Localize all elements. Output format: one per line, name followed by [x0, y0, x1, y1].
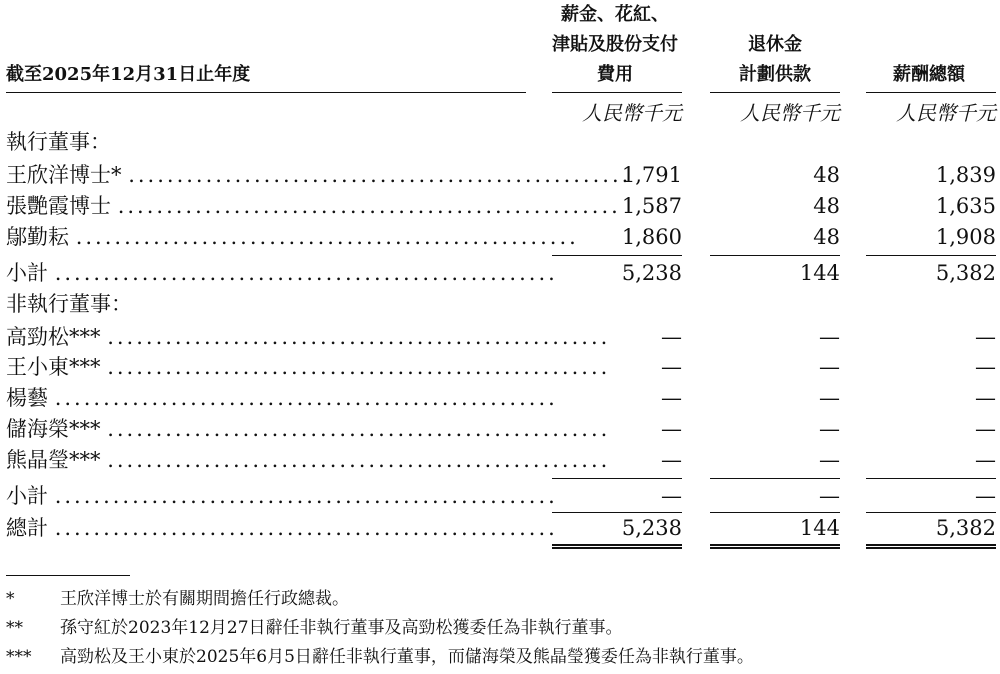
cell-value: — — [819, 386, 840, 410]
header-rule — [866, 92, 996, 93]
cell-value: — — [661, 355, 682, 379]
row-label: 小計 — [6, 484, 48, 508]
unit-label: 人民幣千元 — [582, 101, 682, 125]
table-row — [0, 352, 1000, 382]
cell-value: 48 — [813, 225, 840, 249]
leader-dots: .................................................... — [128, 163, 632, 187]
cell-value: 48 — [813, 163, 840, 187]
leader-dots: .................................................... — [54, 386, 558, 410]
table-row — [0, 191, 1000, 221]
column-header-line: 津貼及股份支付 — [552, 34, 678, 55]
column-header-line: 費用 — [597, 64, 633, 85]
header-rule — [710, 92, 840, 93]
table-row — [0, 383, 1000, 413]
footnote-mark: ** — [6, 618, 23, 638]
cell-value: — — [661, 448, 682, 472]
row-label: 鄔勤耘 — [6, 225, 69, 249]
cell-value: 1,839 — [935, 163, 996, 187]
cell-value: — — [819, 355, 840, 379]
row-label: 王欣洋博士* — [6, 163, 122, 187]
subtotal-rule — [866, 255, 996, 256]
cell-value: — — [975, 386, 996, 410]
cell-value: — — [661, 386, 682, 410]
cell-value: — — [819, 448, 840, 472]
row-label: 總計 — [6, 516, 48, 540]
cell-value: — — [819, 417, 840, 441]
subtotal-row — [0, 258, 1000, 288]
row-label: 高勁松*** — [6, 325, 101, 349]
footnote-mark: * — [6, 589, 15, 609]
footnote-text: 孫守紅於2023年12月27日辭任非執行董事及高勁松獲委任為非執行董事。 — [60, 618, 623, 638]
subtotal-row — [0, 481, 1000, 511]
unit-label: 人民幣千元 — [896, 101, 996, 125]
row-label: 王小東*** — [6, 355, 101, 379]
header-rule — [552, 92, 682, 93]
cell-value: 5,238 — [621, 516, 682, 540]
leader-dots: .................................................... — [107, 325, 611, 349]
cell-value: — — [975, 355, 996, 379]
row-label: 儲海榮*** — [6, 417, 101, 441]
cell-value: 1,908 — [935, 225, 996, 249]
footnote-rule — [6, 575, 130, 576]
leader-dots: .................................................... — [54, 484, 558, 508]
subtotal-rule — [552, 255, 682, 256]
cell-value: — — [819, 484, 840, 508]
cell-value: 1,635 — [935, 194, 996, 218]
row-label: 楊藝 — [6, 386, 48, 410]
leader-dots: .................................................... — [75, 225, 579, 249]
row-label: 張艷霞博士 — [6, 194, 111, 218]
column-header-line: 計劃供款 — [739, 64, 811, 85]
subtotal-rule — [710, 478, 840, 479]
cell-value: 48 — [813, 194, 840, 218]
section-title: 執行董事： — [6, 130, 111, 154]
cell-value: — — [975, 484, 996, 508]
cell-value: 5,382 — [935, 261, 996, 285]
footnote-mark: *** — [6, 647, 32, 667]
table-row — [0, 160, 1000, 190]
total-row — [0, 513, 1000, 543]
total-double-rule — [866, 544, 996, 549]
subtotal-rule — [710, 255, 840, 256]
column-header-line: 薪酬總額 — [893, 64, 965, 85]
leader-dots: .................................................... — [107, 448, 611, 472]
total-double-rule — [710, 544, 840, 549]
cell-value: — — [975, 448, 996, 472]
table-row — [0, 414, 1000, 444]
cell-value: — — [819, 325, 840, 349]
cell-value: — — [661, 325, 682, 349]
table-row — [0, 222, 1000, 252]
section-title: 非執行董事： — [6, 292, 132, 316]
leader-dots: .................................................... — [117, 194, 621, 218]
row-label: 熊晶瑩*** — [6, 448, 101, 472]
cell-value: — — [661, 484, 682, 508]
cell-value: 1,860 — [621, 225, 682, 249]
cell-value: 5,382 — [935, 516, 996, 540]
row-label: 小計 — [6, 261, 48, 285]
period-label: 截至2025年12月31日止年度 — [6, 64, 251, 85]
cell-value: 1,791 — [621, 163, 682, 187]
header-rule — [6, 92, 526, 93]
leader-dots: .................................................... — [54, 261, 558, 285]
cell-value: 144 — [799, 516, 840, 540]
footnote-text: 王欣洋博士於有關期間擔任行政總裁。 — [60, 589, 349, 609]
column-header-line: 退休金 — [748, 34, 802, 55]
cell-value: — — [661, 417, 682, 441]
subtotal-rule — [552, 478, 682, 479]
column-header-line: 薪金、花紅、 — [561, 4, 669, 25]
table-row — [0, 445, 1000, 475]
cell-value: — — [975, 325, 996, 349]
column-header-pension — [700, 30, 850, 90]
cell-value: 5,238 — [621, 261, 682, 285]
leader-dots: .................................................... — [107, 355, 611, 379]
cell-value: — — [975, 417, 996, 441]
table-row — [0, 322, 1000, 352]
leader-dots: .................................................... — [107, 417, 611, 441]
column-header-salaries — [530, 0, 700, 90]
unit-label: 人民幣千元 — [740, 101, 840, 125]
subtotal-rule — [866, 478, 996, 479]
leader-dots: .................................................... — [54, 516, 558, 540]
cell-value: 1,587 — [621, 194, 682, 218]
column-header-total — [858, 60, 1000, 90]
footnote-text: 高勁松及王小東於2025年6月5日辭任非執行董事，而儲海榮及熊晶瑩獲委任為非執行董事。 — [60, 647, 754, 667]
cell-value: 144 — [799, 261, 840, 285]
total-double-rule — [552, 544, 682, 549]
